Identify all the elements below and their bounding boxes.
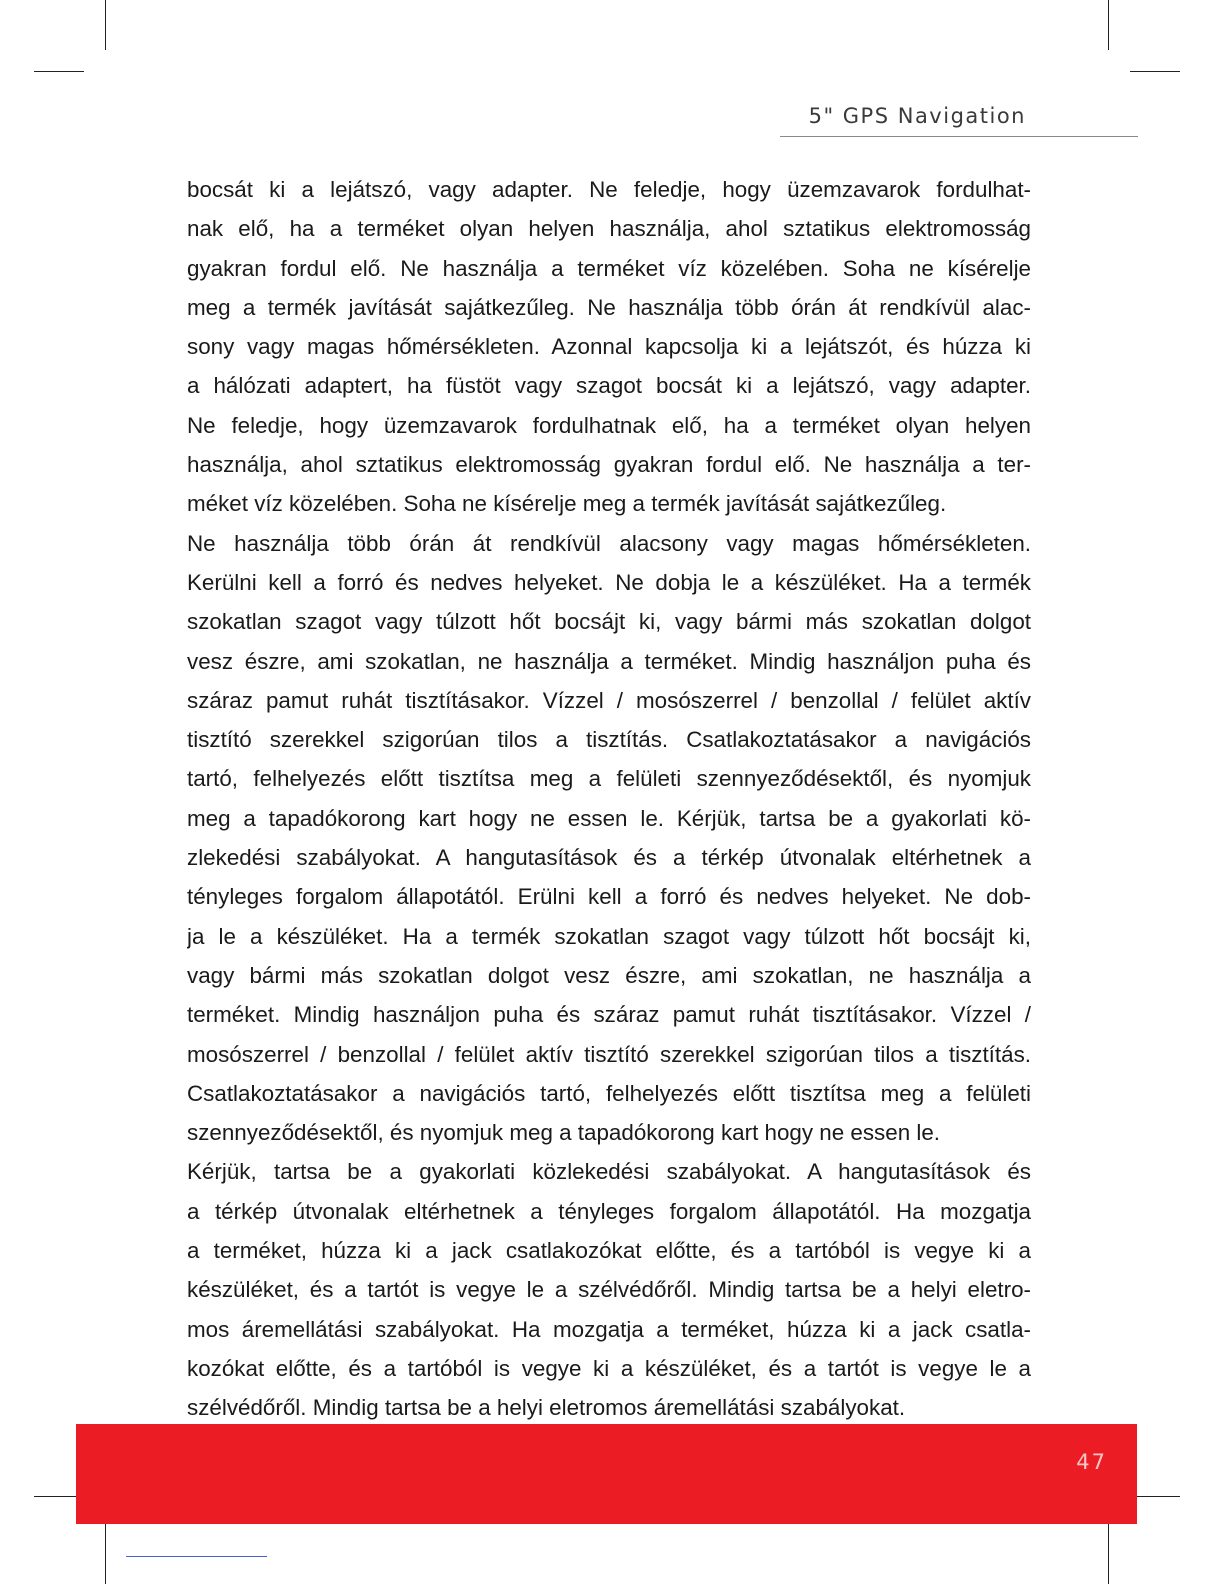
body-line: szokatlan szagot vagy túlzott hőt bocsájt ki, vagy bármi más szokatlan dolgot [187, 609, 1031, 635]
crop-mark-bottom-left-vertical [105, 1516, 106, 1584]
body-line: Kérjük, tartsa be a gyakorlati közlekedési szabályokat. A hangutasítások és [187, 1159, 1031, 1185]
footer-band [76, 1424, 1137, 1524]
body-line: bocsát ki a lejátszó, vagy adapter. Ne feledje, hogy üzemzavarok fordulhat- [187, 177, 1031, 202]
body-line: szennyeződésektől, és nyomjuk meg a tapadókorong kart hogy ne essen le. [187, 1120, 941, 1146]
body-line: nak elő, ha a terméket olyan helyen használja, ahol sztatikus elektromosság [187, 216, 1031, 242]
body-line: meg a termék javítását sajátkezűleg. Ne használja több órán át rendkívül alac- [187, 294, 1031, 320]
crop-mark-top-right-horizontal [1130, 71, 1180, 72]
body-line: vagy bármi más szokatlan dolgot vesz észre, ami szokatlan, ne használja a [187, 962, 1031, 988]
body-line: kozókat előtte, és a tartóból is vegye ki a készüléket, és a tartót is vegye le a [187, 1355, 1031, 1381]
body-line: használja, ahol sztatikus elektromosság gyakran fordul elő. Ne használja a ter- [187, 452, 1031, 478]
body-line: vesz észre, ami szokatlan, ne használja a terméket. Mindig használjon puha és [187, 648, 1031, 674]
body-line: mos áremellátási szabályokat. Ha mozgatja a terméket, húzza ki a jack csatla- [187, 1316, 1031, 1342]
body-line: zlekedési szabályokat. A hangutasítások és a térkép útvonalak eltérhetnek a [187, 845, 1031, 871]
body-line: sony vagy magas hőmérsékleten. Azonnal kapcsolja ki a lejátszót, és húzza ki [187, 334, 1031, 360]
body-line: tisztító szerekkel szigorúan tilos a tisztítás. Csatlakoztatásakor a navigációs [187, 727, 1031, 753]
running-header [780, 104, 1138, 134]
header-rule [780, 136, 1138, 137]
body-line: Ne feledje, hogy üzemzavarok fordulhatnak elő, ha a terméket olyan helyen [187, 412, 1031, 438]
body-line: Ne használja több órán át rendkívül alacsony vagy magas hőmérsékleten. [187, 530, 1031, 556]
body-line: szélvédőről. Mindig tartsa be a helyi eletromos áremellátási szabályokat. [187, 1395, 906, 1421]
body-line: a hálózati adaptert, ha füstöt vagy szagot bocsát ki a lejátszó, vagy adapter. [187, 373, 1031, 399]
body-line: tényleges forgalom állapotától. Erülni kell a forró és nedves helyeket. Ne dob- [187, 884, 1031, 910]
body-line: tartó, felhelyezés előtt tisztítsa meg a felületi szennyeződésektől, és nyomjuk [187, 766, 1031, 792]
crop-mark-top-left-horizontal [34, 71, 84, 72]
page-number: 47 [1076, 1450, 1107, 1474]
body-line: készüléket, és a tartót is vegye le a szélvédőről. Mindig tartsa be a helyi eletro- [187, 1277, 1031, 1303]
body-line: Kerülni kell a forró és nedves helyeket. Ne dobja le a készüléket. Ha a termék [187, 569, 1031, 595]
bottom-blue-rule [126, 1556, 267, 1557]
crop-mark-top-left-vertical [105, 0, 106, 50]
crop-mark-bottom-right-horizontal [1130, 1496, 1180, 1497]
body-line: a térkép útvonalak eltérhetnek a tényleges forgalom állapotától. Ha mozgatja [187, 1198, 1031, 1224]
body-line: gyakran fordul elő. Ne használja a terméket víz közelében. Soha ne kísérelje [187, 255, 1031, 281]
body-text [187, 170, 1031, 1428]
body-line: Csatlakoztatásakor a navigációs tartó, felhelyezés előtt tisztítsa meg a felületi [187, 1080, 1031, 1106]
crop-mark-top-right-vertical [1108, 0, 1109, 50]
body-line: mosószerrel / benzollal / felület aktív tisztító szerekkel szigorúan tilos a tisztítás. [187, 1041, 1031, 1067]
crop-mark-bottom-right-vertical [1108, 1516, 1109, 1584]
body-line: száraz pamut ruhát tisztításakor. Vízzel / mosószerrel / benzollal / felület aktív [187, 687, 1031, 713]
body-line: a terméket, húzza ki a jack csatlakozókat előtte, és a tartóból is vegye ki a [187, 1238, 1031, 1264]
body-line: meg a tapadókorong kart hogy ne essen le. Kérjük, tartsa be a gyakorlati kö- [187, 805, 1031, 831]
header-title: 5" GPS Navigation [808, 104, 1026, 128]
body-line: ja le a készüléket. Ha a termék szokatlan szagot vagy túlzott hőt bocsájt ki, [187, 923, 1031, 949]
body-line: terméket. Mindig használjon puha és száraz pamut ruhát tisztításakor. Vízzel / [187, 1002, 1031, 1028]
body-line: méket víz közelében. Soha ne kísérelje meg a termék javítását sajátkezűleg. [187, 491, 947, 517]
